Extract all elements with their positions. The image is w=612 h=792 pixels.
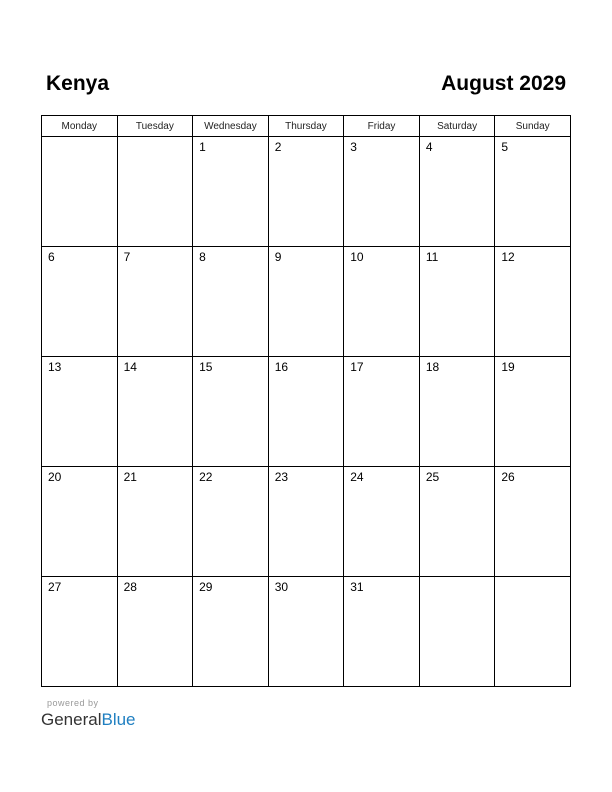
day-number: 4 (425, 140, 433, 154)
week-row (42, 577, 571, 687)
generalblue-logo[interactable] (41, 709, 136, 731)
brand-name-part2: Blue (101, 710, 136, 729)
day-number: 6 (48, 250, 55, 264)
day-cell (344, 467, 420, 577)
brand-name-part1: General (41, 710, 102, 729)
footer-branding (41, 698, 136, 731)
day-number: 18 (425, 360, 440, 374)
day-cell (495, 137, 571, 247)
day-cell (42, 357, 118, 467)
weekday-header: Thursday (268, 116, 344, 137)
day-number: 12 (501, 250, 515, 264)
day-cell (117, 247, 193, 357)
day-number: 19 (501, 360, 515, 374)
day-cell (193, 467, 269, 577)
day-cell (42, 247, 118, 357)
day-number: 13 (48, 360, 62, 374)
day-number: 5 (501, 140, 509, 154)
day-cell (344, 357, 420, 467)
day-number: 1 (199, 140, 206, 154)
weekday-header: Monday (42, 116, 118, 137)
day-cell (344, 137, 420, 247)
day-cell (117, 357, 193, 467)
day-number (118, 137, 193, 140)
day-cell (495, 357, 571, 467)
day-cell (193, 357, 269, 467)
weekday-header: Tuesday (117, 116, 193, 137)
day-number: 9 (274, 250, 282, 264)
day-cell (419, 577, 495, 687)
calendar-grid (41, 115, 571, 687)
day-cell (419, 467, 495, 577)
weekday-header-row (42, 116, 571, 137)
weekday-header: Sunday (495, 116, 571, 137)
day-cell (117, 137, 193, 247)
day-cell (419, 247, 495, 357)
powered-by-label: powered by (47, 698, 99, 708)
day-cell (42, 467, 118, 577)
day-number: 20 (48, 470, 62, 484)
day-number: 30 (274, 580, 289, 594)
day-number (420, 577, 495, 580)
day-cell (268, 577, 344, 687)
day-number: 25 (425, 470, 440, 484)
day-number: 2 (274, 140, 282, 154)
day-cell (268, 247, 344, 357)
day-cell (495, 577, 571, 687)
day-cell (42, 577, 118, 687)
day-number: 14 (123, 360, 137, 374)
day-number: 27 (48, 580, 62, 594)
day-cell (117, 577, 193, 687)
week-row (42, 467, 571, 577)
day-number: 3 (350, 140, 357, 154)
day-cell (344, 247, 420, 357)
day-number: 22 (199, 470, 213, 484)
day-number: 8 (199, 250, 206, 264)
weekday-header: Friday (344, 116, 420, 137)
day-number: 28 (123, 580, 137, 594)
day-number: 17 (350, 360, 364, 374)
day-number: 23 (274, 470, 289, 484)
day-number: 29 (199, 580, 213, 594)
day-cell (117, 467, 193, 577)
day-number: 31 (350, 580, 364, 594)
day-number (42, 137, 117, 140)
week-row (42, 137, 571, 247)
day-number: 10 (350, 250, 364, 264)
day-number: 16 (274, 360, 289, 374)
day-cell (495, 467, 571, 577)
day-cell (419, 137, 495, 247)
day-cell (419, 357, 495, 467)
day-cell (268, 357, 344, 467)
week-row (42, 357, 571, 467)
day-number: 7 (123, 250, 131, 264)
day-number: 24 (350, 470, 364, 484)
day-cell (193, 577, 269, 687)
day-cell (193, 137, 269, 247)
weekday-header: Saturday (419, 116, 495, 137)
calendar-title-country: Kenya (46, 72, 110, 95)
day-number: 11 (425, 250, 439, 264)
weekday-header: Wednesday (193, 116, 269, 137)
calendar-title-month: August 2029 (441, 72, 566, 95)
day-number: 26 (501, 470, 515, 484)
day-cell (193, 247, 269, 357)
day-number (495, 577, 570, 580)
day-number: 21 (123, 470, 137, 484)
week-row (42, 247, 571, 357)
day-cell (268, 137, 344, 247)
day-number: 15 (199, 360, 213, 374)
day-cell (495, 247, 571, 357)
day-cell (344, 577, 420, 687)
day-cell (42, 137, 118, 247)
day-cell (268, 467, 344, 577)
